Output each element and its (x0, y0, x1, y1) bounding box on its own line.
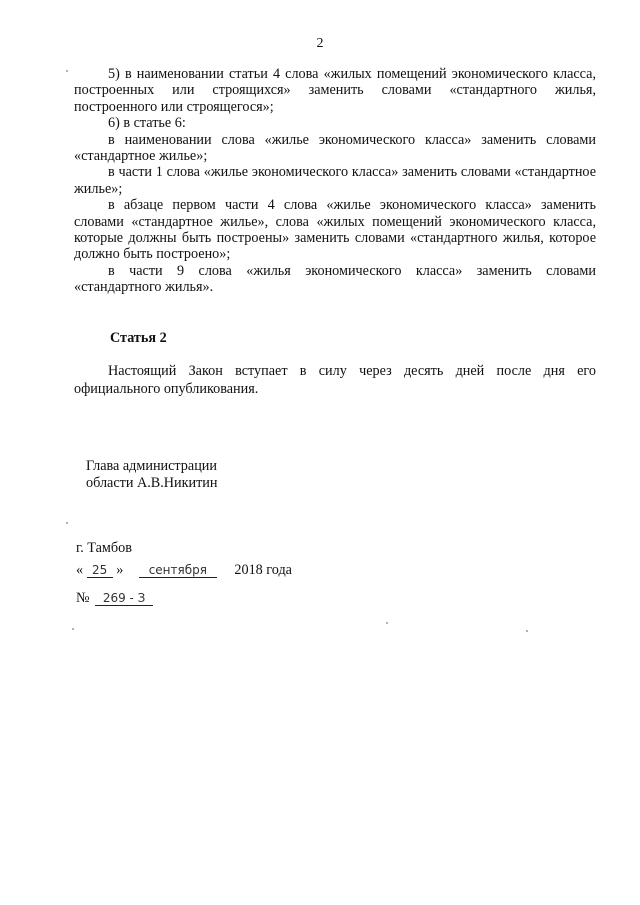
scan-speck (66, 70, 68, 72)
amendments-list (74, 66, 596, 296)
date-close-quote: » (116, 562, 124, 578)
date-month: сентября (139, 563, 217, 578)
date-year: 2018 года (234, 562, 292, 578)
date-line (76, 562, 292, 579)
page-number: 2 (316, 36, 324, 51)
amendment-subitem-title: в наименовании слова «жилье экономического класса» заменить словами «стандартное жилье»; (74, 131, 596, 165)
document-number-line (76, 590, 153, 607)
scan-speck (66, 522, 68, 524)
amendment-subitem-part1: в части 1 слова «жилье экономического класса» заменить словами «стандартное жилье»; (74, 164, 596, 197)
amendment-subitem-part9: в части 9 слова «жилья экономического класса» заменить словами «стандартного жилья». (74, 262, 596, 296)
date-day: 25 (87, 563, 113, 578)
amendment-subitem-part4: в абзаце первом части 4 слова «жилье экономического класса» заменить словами «стандартное жилье», слова «жилых помещений экономического класса, которые должны быть построены» заменить словами «стандартного жилья, которое должно быть построено»; (74, 197, 596, 263)
date-open-quote: « (76, 562, 84, 578)
scan-speck (72, 628, 74, 630)
scan-speck (386, 622, 388, 624)
amendment-item-6: 6) в статье 6: (108, 115, 186, 132)
scan-speck (526, 630, 528, 632)
number-sign: № (76, 590, 90, 606)
document-number: 269 - З (95, 591, 153, 606)
place-of-signing: г. Тамбов (76, 540, 132, 556)
article-heading: Статья 2 (110, 330, 167, 346)
signature-title: Глава администрации (86, 458, 217, 474)
signature-block (86, 458, 217, 492)
signature-name: области А.В.Никитин (86, 475, 218, 491)
amendment-item-5: 5) в наименовании статьи 4 слова «жилых помещений экономического класса, построенных или строящихся» заменить словами «стандартного жилья, построенного или строящегося»; (74, 66, 596, 115)
article-text: Настоящий Закон вступает в силу через десять дней после дня его официального опубликования. (74, 363, 596, 397)
